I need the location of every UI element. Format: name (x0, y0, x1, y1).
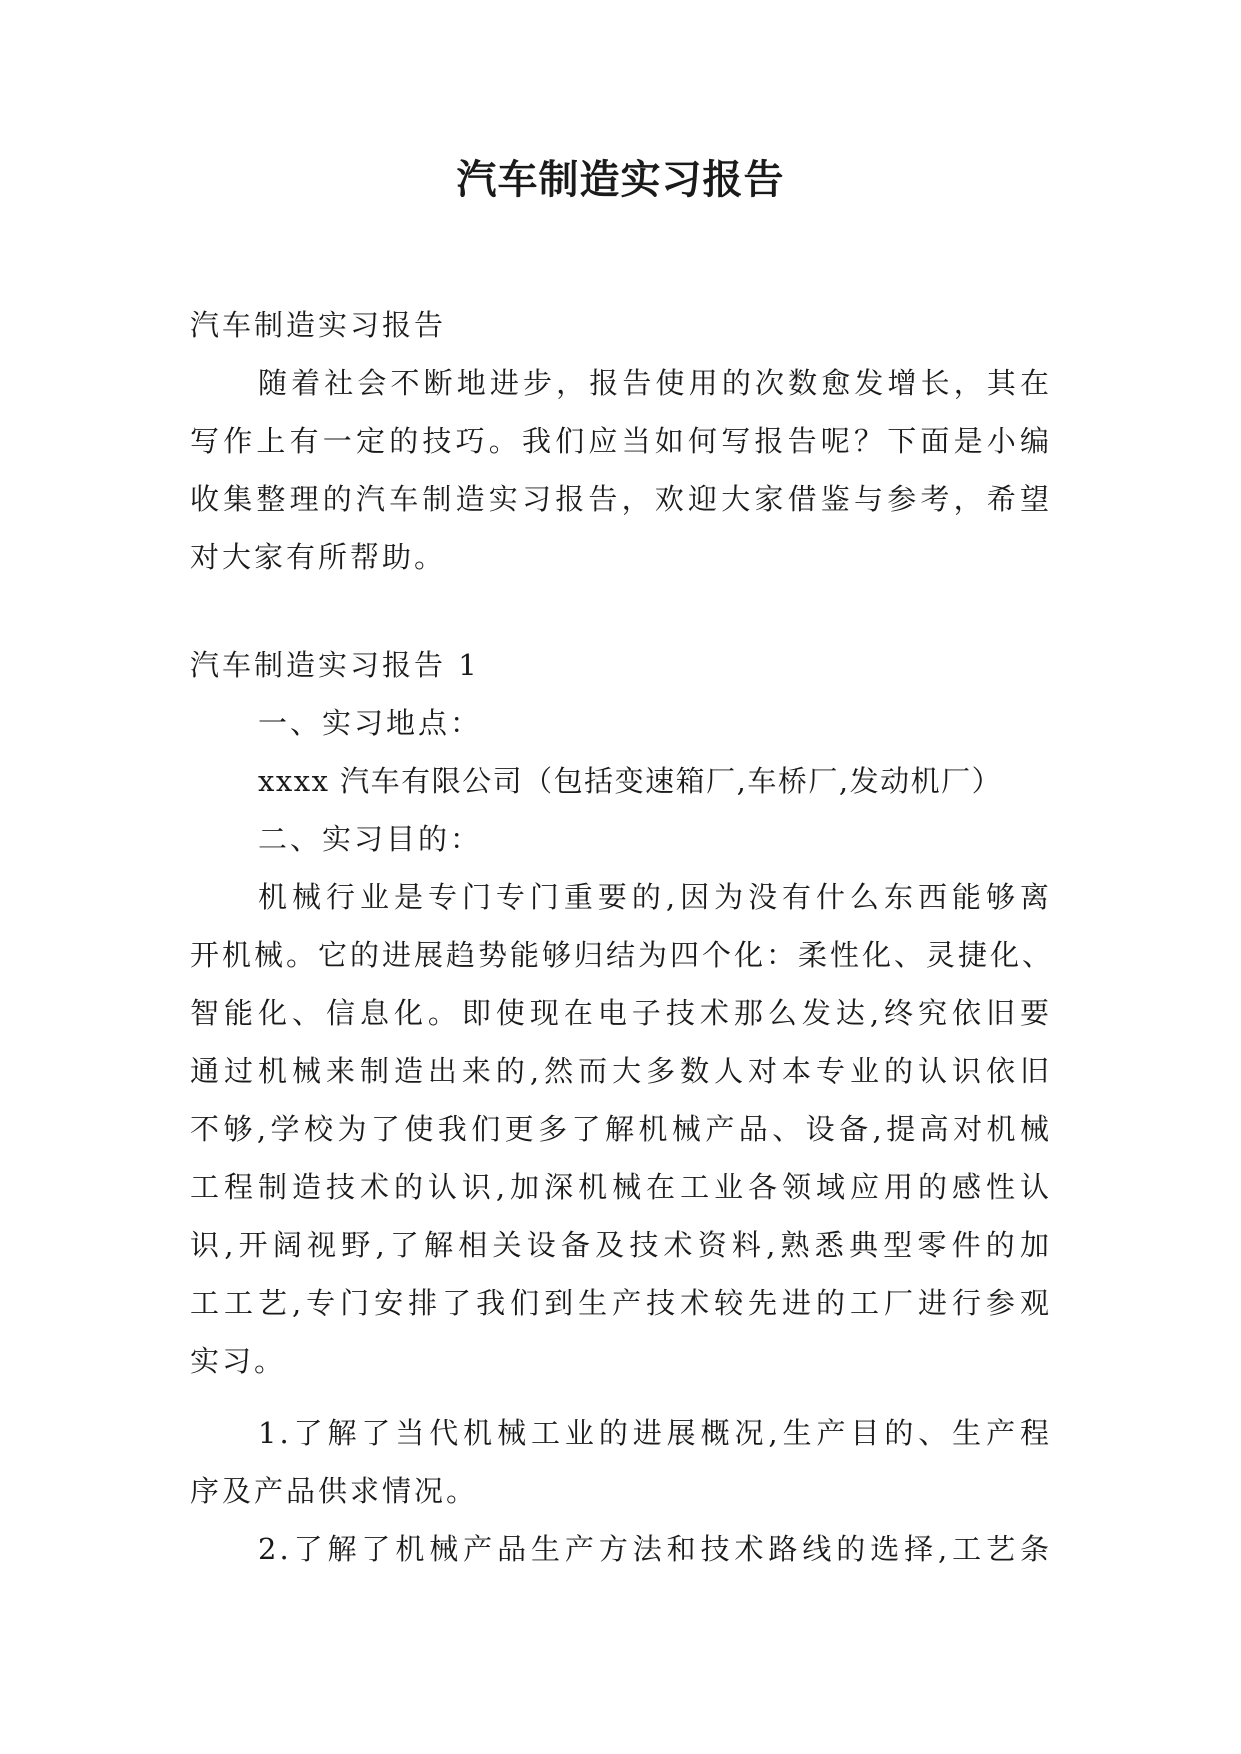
intro-paragraph (190, 354, 1052, 586)
purpose-line: 机械行业是专门专门重要的,因为没有什么东西能够离 (258, 880, 1052, 914)
purpose-paragraph (190, 868, 1055, 1390)
purpose-line: 工程制造技术的认识,加深机械在工业各领域应用的感性认 (190, 1170, 1052, 1204)
purpose-line: 不够,学校为了使我们更多了解机械产品、设备,提高对机械 (190, 1112, 1052, 1146)
purpose-line: 实习。 (190, 1344, 287, 1378)
purpose-line: 通过机械来制造出来的,然而大多数人对本专业的认识依旧 (190, 1054, 1052, 1088)
purpose-line: 开机械。它的进展趋势能够归结为四个化：柔性化、灵捷化、 (190, 938, 1055, 972)
intro-line: 写作上有一定的技巧。我们应当如何写报告呢？下面是小编 (190, 424, 1052, 458)
point-1-line: 序及产品供求情况。 (190, 1474, 479, 1508)
location-text: xxxx 汽车有限公司（包括变速箱厂,车桥厂,发动机厂） (258, 764, 1003, 798)
intro-line: 对大家有所帮助。 (190, 540, 447, 574)
point-2-line: 2.了解了机械产品生产方法和技术路线的选择,工艺条 (258, 1532, 1052, 1566)
point-1-line: 1.了解了当代机械工业的进展概况,生产目的、生产程 (258, 1416, 1052, 1450)
intro-line: 收集整理的汽车制造实习报告，欢迎大家借鉴与参考，希望 (190, 482, 1052, 516)
intro-heading: 汽车制造实习报告 (190, 308, 447, 342)
purpose-line: 识,开阔视野,了解相关设备及技术资料,熟悉典型零件的加 (190, 1228, 1052, 1262)
section-heading: 汽车制造实习报告 1 (190, 648, 480, 682)
purpose-line: 工工艺,专门安排了我们到生产技术较先进的工厂进行参观 (190, 1286, 1052, 1320)
location-label: 一、实习地点： (258, 706, 483, 740)
purpose-line: 智能化、信息化。即使现在电子技术那么发达,终究依旧要 (190, 996, 1052, 1030)
document-title: 汽车制造实习报告 (456, 156, 785, 203)
point-2-paragraph (190, 1520, 1052, 1578)
purpose-label: 二、实习目的： (258, 822, 483, 856)
point-1-paragraph (190, 1404, 1052, 1520)
intro-line: 随着社会不断地进步，报告使用的次数愈发增长，其在 (258, 366, 1052, 400)
